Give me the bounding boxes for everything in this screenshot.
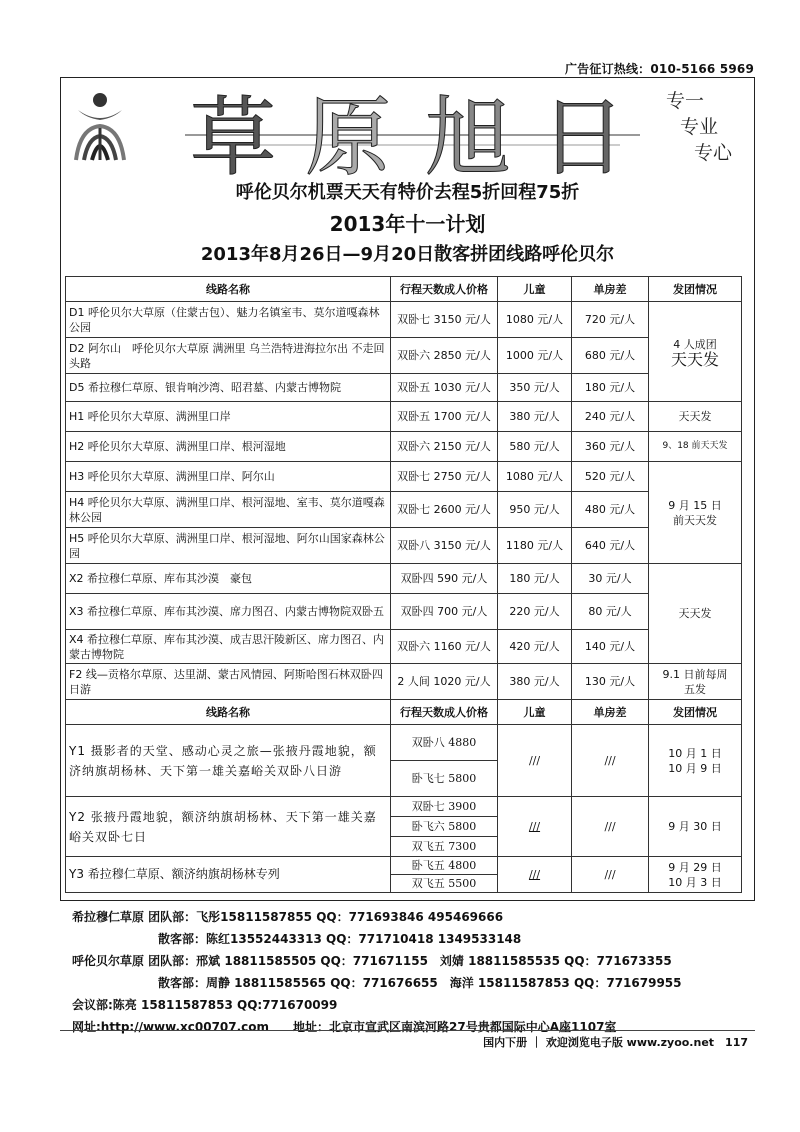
table-row — [66, 492, 742, 528]
route-price: 卧飞五 4800 — [391, 857, 498, 875]
route-child: /// — [498, 797, 572, 857]
table-row — [66, 797, 742, 817]
route-name: Y3 希拉穆仁草原、额济纳旗胡杨林专列 — [66, 857, 391, 893]
table-row — [66, 594, 742, 630]
route-depart: 天天发 — [649, 402, 742, 432]
route-price: 卧飞七 5800 — [391, 761, 498, 797]
brand-char-2: 原 — [305, 88, 391, 185]
table-row — [66, 402, 742, 432]
header-depart: 发团情况 — [649, 700, 742, 725]
brand-logo — [70, 88, 150, 168]
table-row — [66, 432, 742, 462]
contact-line: 希拉穆仁草原 团队部：飞彤15811587855 QQ：771693846 495469666 — [72, 910, 504, 924]
contact-line: 会议部:陈亮 15811587853 QQ:771670099 — [72, 998, 338, 1012]
table-row — [66, 564, 742, 594]
route-depart — [649, 462, 742, 564]
route-name: X3 希拉穆仁草原、库布其沙漠、席力图召、内蒙古博物院双卧五 — [66, 594, 391, 630]
route-single: 240 元/人 — [572, 402, 649, 432]
depart-line: 9.1 日前每周 — [662, 667, 728, 681]
table-header — [66, 277, 742, 302]
header-price: 行程天数成人价格 — [391, 277, 498, 302]
route-name: Y1 摄影者的天堂、感动心灵之旅—张掖丹霞地貌，额济纳旗胡杨林、天下第一雄关嘉峪关双卧八日游 — [66, 725, 391, 797]
route-price: 双卧四 590 元/人 — [391, 564, 498, 594]
table-row — [66, 302, 742, 338]
route-single: 720 元/人 — [572, 302, 649, 338]
route-name: H5 呼伦贝尔大草原、满洲里口岸、根河湿地、阿尔山国家森林公园 — [66, 528, 391, 564]
contact-line: 呼伦贝尔草原 团队部：邢斌 18811585505 QQ：771671155 刘婧 18811585535 QQ：771673355 — [72, 954, 672, 968]
table-row — [66, 664, 742, 700]
route-single: 640 元/人 — [572, 528, 649, 564]
route-name: H2 呼伦贝尔大草原、满洲里口岸、根河湿地 — [66, 432, 391, 462]
route-price: 双卧六 2850 元/人 — [391, 338, 498, 374]
table-row — [66, 857, 742, 875]
route-price: 双卧八 4880 — [391, 725, 498, 761]
depart-line: 天天发 — [670, 349, 719, 369]
route-child: 580 元/人 — [498, 432, 572, 462]
route-child: 420 元/人 — [498, 630, 572, 664]
table-header-2 — [66, 700, 742, 725]
route-name: D2 阿尔山 呼伦贝尔大草原 满洲里 乌兰浩特进海拉尔出 不走回头路 — [66, 338, 391, 374]
route-name: X2 希拉穆仁草原、库布其沙漠 豪包 — [66, 564, 391, 594]
route-single: 480 元/人 — [572, 492, 649, 528]
route-name: H3 呼伦贝尔大草原、满洲里口岸、阿尔山 — [66, 462, 391, 492]
header-single: 单房差 — [572, 277, 649, 302]
table-row — [66, 528, 742, 564]
route-child: 1080 元/人 — [498, 462, 572, 492]
route-depart — [649, 857, 742, 893]
brand-char-4: 日 — [540, 88, 626, 185]
route-single: 180 元/人 — [572, 374, 649, 402]
header-child: 儿童 — [498, 700, 572, 725]
route-depart — [649, 302, 742, 402]
depart-line: 前天天发 — [673, 513, 717, 527]
table-row — [66, 338, 742, 374]
route-child: 380 元/人 — [498, 664, 572, 700]
route-price: 双卧五 1030 元/人 — [391, 374, 498, 402]
depart-line: 9 月 29 日 — [668, 860, 722, 874]
header-price: 行程天数成人价格 — [391, 700, 498, 725]
page-footer: 国内下册 ｜ 欢迎浏览电子版 www.zyoo.net 117 — [483, 1036, 748, 1049]
route-price: 双卧八 3150 元/人 — [391, 528, 498, 564]
route-single: 80 元/人 — [572, 594, 649, 630]
route-price: 双卧四 700 元/人 — [391, 594, 498, 630]
route-name: Y2 张掖丹霞地貌，额济纳旗胡杨林、天下第一雄关嘉峪关双卧七日 — [66, 797, 391, 857]
route-child: 350 元/人 — [498, 374, 572, 402]
route-child: 220 元/人 — [498, 594, 572, 630]
route-child: 1080 元/人 — [498, 302, 572, 338]
footer-divider — [60, 1030, 755, 1031]
route-depart — [649, 664, 742, 700]
route-name: H4 呼伦贝尔大草原、满洲里口岸、根河湿地、室韦、莫尔道嘎森林公园 — [66, 492, 391, 528]
table-row — [66, 462, 742, 492]
route-single: 130 元/人 — [572, 664, 649, 700]
route-name: X4 希拉穆仁草原、库布其沙漠、成吉思汗陵新区、席力图召、内蒙古博物院 — [66, 630, 391, 664]
headline-3: 2013年8月26日—9月20日散客拼团线路呼伦贝尔 — [200, 244, 615, 265]
route-name: H1 呼伦贝尔大草原、满洲里口岸 — [66, 402, 391, 432]
route-name: D5 希拉穆仁草原、银肯响沙湾、昭君墓、内蒙古博物院 — [66, 374, 391, 402]
route-depart — [649, 725, 742, 797]
route-single: /// — [572, 857, 649, 893]
depart-line: 10 月 1 日 — [668, 746, 722, 760]
route-price: 双卧七 2600 元/人 — [391, 492, 498, 528]
route-single: 30 元/人 — [572, 564, 649, 594]
route-single: 680 元/人 — [572, 338, 649, 374]
depart-line: 五发 — [684, 682, 706, 696]
route-name: F2 线—贡格尔草原、达里湖、蒙古风情园、阿斯哈图石林双卧四日游 — [66, 664, 391, 700]
contact-block — [72, 906, 682, 1038]
route-table — [65, 276, 742, 893]
route-price: 双卧六 2150 元/人 — [391, 432, 498, 462]
headline-1: 呼伦贝尔机票天天有特价去程5折回程75折 — [235, 182, 580, 203]
brand-char-3: 旭 — [425, 88, 511, 185]
route-depart: 天天发 — [649, 564, 742, 664]
slogan-1: 专一 — [666, 90, 705, 112]
route-price: 双卧七 2750 元/人 — [391, 462, 498, 492]
route-child: 950 元/人 — [498, 492, 572, 528]
route-child: /// — [498, 857, 572, 893]
route-price: 2 人间 1020 元/人 — [391, 664, 498, 700]
route-child: 380 元/人 — [498, 402, 572, 432]
route-depart: 9、18 前天天发 — [649, 432, 742, 462]
depart-line: 10 月 9 日 — [668, 761, 722, 775]
route-price: 双飞五 7300 — [391, 837, 498, 857]
route-single: /// — [572, 725, 649, 797]
brand-char-1: 草 — [190, 88, 276, 185]
route-price: 双卧七 3900 — [391, 797, 498, 817]
brand-name — [180, 75, 650, 185]
header-depart: 发团情况 — [649, 277, 742, 302]
contact-line: 网址:http://www.xc00707.com 地址：北京市宣武区南滨河路27号贵都国际中心A座1107室 — [72, 1020, 617, 1034]
header-route: 线路名称 — [66, 700, 391, 725]
route-depart: 9 月 30 日 — [649, 797, 742, 857]
route-price: 双卧六 1160 元/人 — [391, 630, 498, 664]
headline-2: 2013年十一计划 — [329, 212, 486, 236]
route-single: 360 元/人 — [572, 432, 649, 462]
ad-hotline: 广告征订热线：010-5166 5969 — [564, 62, 754, 76]
table-row — [66, 630, 742, 664]
depart-line: 9 月 15 日 — [668, 498, 722, 512]
route-single: /// — [572, 797, 649, 857]
route-price: 双卧七 3150 元/人 — [391, 302, 498, 338]
header-route: 线路名称 — [66, 277, 391, 302]
depart-line: 4 人成团 — [673, 337, 717, 351]
depart-line: 10 月 3 日 — [668, 875, 722, 889]
header-single: 单房差 — [572, 700, 649, 725]
route-name: D1 呼伦贝尔大草原（住蒙古包）、魅力名镇室韦、莫尔道嘎森林公园 — [66, 302, 391, 338]
slogan-2: 专业 — [680, 116, 719, 138]
route-single: 140 元/人 — [572, 630, 649, 664]
table-row — [66, 725, 742, 761]
route-single: 520 元/人 — [572, 462, 649, 492]
route-child: 1180 元/人 — [498, 528, 572, 564]
route-price: 双卧五 1700 元/人 — [391, 402, 498, 432]
route-child: 180 元/人 — [498, 564, 572, 594]
route-child: /// — [498, 725, 572, 797]
header-child: 儿童 — [498, 277, 572, 302]
contact-line: 散客部：周静 18811585565 QQ：771676655 海洋 15811587853 QQ：771679955 — [158, 976, 682, 990]
slogan-3: 专心 — [694, 142, 733, 164]
contact-line: 散客部：陈红13552443313 QQ：771710418 1349533148 — [158, 932, 522, 946]
route-price: 卧飞六 5800 — [391, 817, 498, 837]
route-price: 双飞五 5500 — [391, 875, 498, 893]
table-row — [66, 374, 742, 402]
route-child: 1000 元/人 — [498, 338, 572, 374]
